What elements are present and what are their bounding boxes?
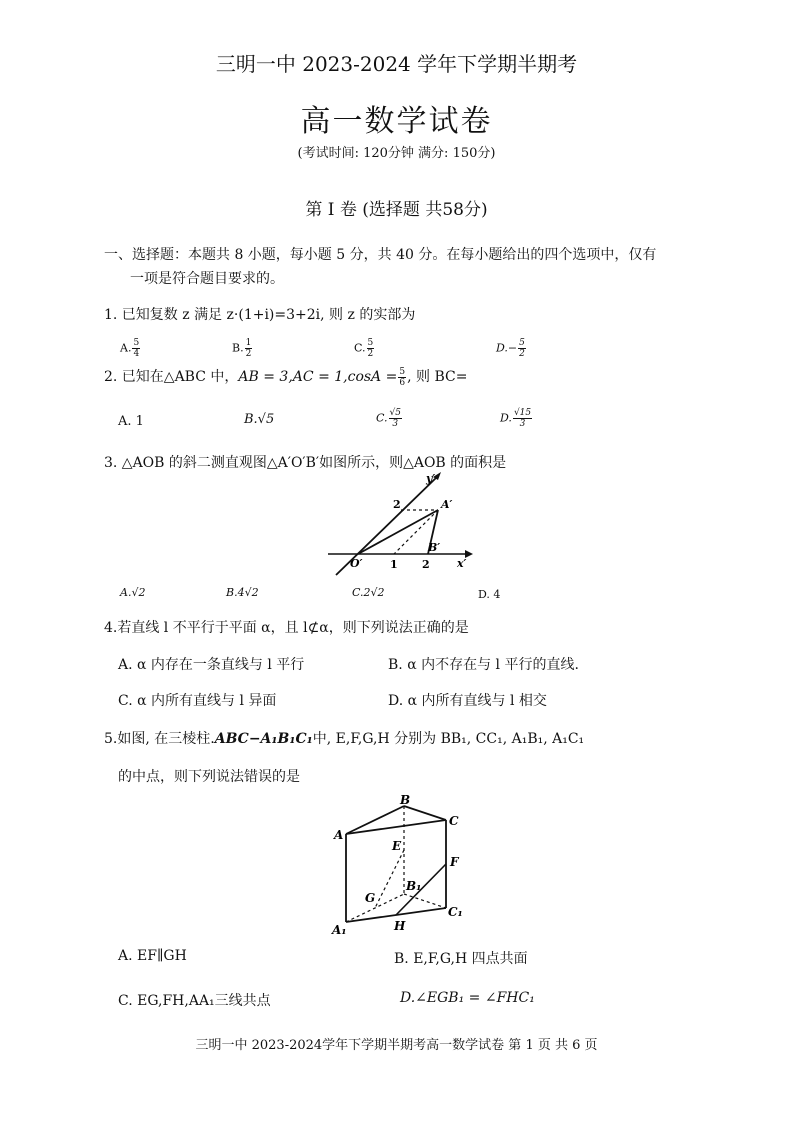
label-b: B	[400, 793, 411, 807]
q2-stem: 2. 已知在△ABC 中，AB = 3,AC = 1,cosA = $\frac{5}{6}$ , 则 BC=	[104, 366, 468, 388]
school-header: 三明一中 2023-2024 学年下学期半期考	[215, 52, 578, 76]
q1-option-b: B. $\frac{1}{2}$	[232, 338, 252, 359]
label-c1: C₁	[448, 905, 463, 919]
exam-title: 高一数学试卷	[300, 104, 493, 139]
q4-option-d: D. α 内所有直线与 l 相交	[388, 693, 547, 709]
q3-option-b: B.4√2	[226, 586, 259, 599]
q5-option-b: B. E,F,G,H 四点共面	[394, 951, 528, 967]
label-f: F	[450, 855, 459, 869]
label-c: C	[449, 814, 459, 828]
q2-option-d: D. $\frac{√15}{3}$	[500, 408, 532, 429]
label-e: E	[392, 839, 402, 853]
tick-label-y2: 2	[393, 498, 401, 511]
q4-option-b: B. α 内不存在与 l 平行的直线.	[388, 657, 579, 673]
q5-stem: 5.如图, 在三棱柱.ABC−A₁B₁C₁中, E,F,G,H 分别为 BB₁, CC₁, A₁B₁, A₁C₁	[104, 731, 585, 747]
q1-option-d: D.− $\frac{5}{2}$	[496, 338, 525, 359]
q3-oblique-figure	[320, 468, 480, 580]
q1-stem: 1. 已知复数 z 满足 z·(1+i)=3+2i, 则 z 的实部为	[104, 307, 416, 323]
q4-option-a: A. α 内存在一条直线与 l 平行	[118, 657, 305, 673]
q3-stem: 3. △AOB 的斜二测直观图△A′O′B′如图所示，则△AOB 的面积是	[104, 455, 507, 471]
q3-option-d: D. 4	[478, 588, 501, 601]
q3-option-c: C.2√2	[352, 586, 385, 599]
exam-info: (考试时间: 120分钟 满分: 150分)	[297, 146, 496, 161]
label-b1: B₁	[406, 879, 422, 893]
q4-stem: 4.若直线 l 不平行于平面 α，且 l⊄α，则下列说法正确的是	[104, 620, 469, 636]
label-a1: A₁	[332, 923, 347, 937]
q4-option-c: C. α 内所有直线与 l 异面	[118, 693, 277, 709]
label-y-axis: y′	[426, 472, 436, 485]
edge-oa	[358, 510, 441, 554]
q5-option-a: A. EF∥GH	[118, 948, 187, 964]
tick-label-2: 2	[422, 558, 430, 571]
instructions-line1: 一、选择题：本题共 8 小题，每小题 5 分，共 40 分。在每小题给出的四个选项中，仅有	[104, 247, 657, 263]
q2-option-b: B.√5	[244, 412, 275, 427]
label-origin: O′	[350, 557, 363, 570]
tick-label-1: 1	[390, 558, 398, 571]
q2-option-c: C. $\frac{√5}{3}$	[376, 408, 401, 429]
q3-option-a: A.√2	[120, 586, 146, 599]
q2-option-a: A. 1	[118, 414, 144, 429]
label-a-prime: A′	[441, 498, 453, 511]
instructions-line2: 一项是符合题目要求的。	[130, 271, 284, 287]
q5-prism-figure	[326, 790, 476, 938]
label-h: H	[394, 919, 406, 933]
section-title: 第 I 卷 (选择题 共58分)	[305, 200, 488, 220]
q1-option-c: C. $\frac{5}{2}$	[354, 338, 374, 359]
label-b-prime: B′	[428, 541, 441, 554]
page-footer: 三明一中 2023-2024学年下学期半期考高一数学试卷 第 1 页 共 6 页	[195, 1038, 598, 1053]
edge-bc	[404, 806, 446, 820]
label-x-axis: x′	[457, 557, 467, 570]
q1-option-a: A. $\frac{5}{4}$	[120, 338, 140, 359]
q5-stem-line2: 的中点，则下列说法错误的是	[118, 769, 300, 785]
q5-option-c: C. EG,FH,AA₁三线共点	[118, 993, 271, 1009]
segment-eg	[375, 850, 404, 908]
q5-option-d: D.∠EGB₁ = ∠FHC₁	[400, 990, 535, 1006]
label-g: G	[365, 891, 376, 905]
label-a: A	[334, 828, 344, 842]
